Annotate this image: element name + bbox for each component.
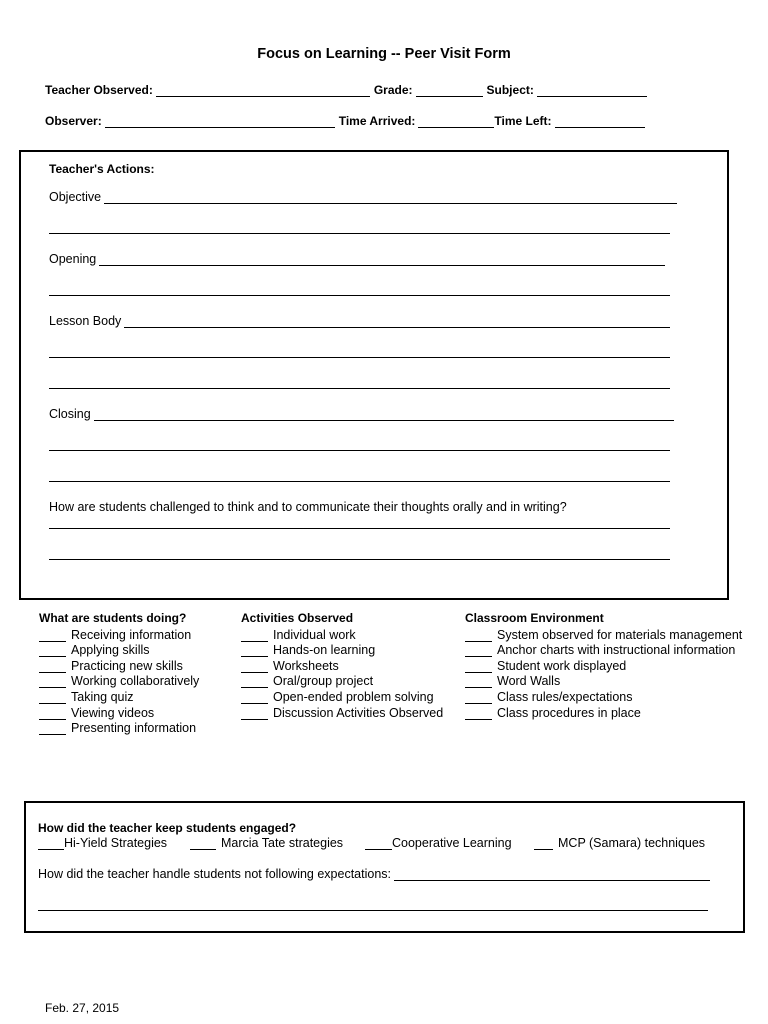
checkbox-blank[interactable]: [365, 839, 392, 850]
item-label: Taking quiz: [71, 689, 134, 704]
item-label: Class procedures in place: [497, 705, 641, 720]
challenge-line-1[interactable]: [49, 528, 670, 529]
item-label: Receiving information: [71, 627, 192, 642]
students-doing-heading: What are students doing?: [39, 611, 187, 625]
expectations-row: [38, 867, 710, 881]
expectations-question: How did the teacher handle students not following expectations:: [38, 867, 392, 881]
option-label: Hi-Yield Strategies: [64, 836, 168, 850]
list-item: [241, 657, 443, 673]
expectations-field[interactable]: [394, 869, 710, 881]
checkbox-blank[interactable]: [465, 662, 492, 673]
list-item: [465, 642, 742, 658]
list-item: [39, 642, 199, 658]
lesson-body-line-2[interactable]: [49, 357, 670, 358]
checkbox-blank[interactable]: [39, 646, 66, 657]
challenge-line-2[interactable]: [49, 559, 670, 560]
item-label: Discussion Activities Observed: [273, 705, 444, 720]
checkbox-blank[interactable]: [241, 662, 268, 673]
objective-label: Objective: [49, 190, 102, 204]
checkbox-blank[interactable]: [465, 693, 492, 704]
item-label: Word Walls: [497, 674, 561, 689]
checkbox-blank[interactable]: [38, 839, 64, 850]
item-label: Open-ended problem solving: [273, 689, 434, 704]
checkbox-blank[interactable]: [39, 724, 66, 735]
list-item: [241, 673, 443, 689]
closing-line-2[interactable]: [49, 450, 670, 451]
form-title: Focus on Learning -- Peer Visit Form: [257, 46, 511, 62]
checkbox-blank[interactable]: [39, 709, 66, 720]
list-item: [241, 704, 443, 720]
expectations-line-2[interactable]: [38, 910, 708, 911]
checkbox-blank[interactable]: [534, 839, 553, 850]
lesson-body-label: Lesson Body: [49, 314, 122, 328]
checkbox-blank[interactable]: [241, 709, 268, 720]
checkbox-blank[interactable]: [465, 677, 492, 688]
item-label: Worksheets: [273, 658, 339, 673]
opening-line-2[interactable]: [49, 295, 670, 296]
opening-field[interactable]: [99, 254, 665, 266]
engagement-question: How did the teacher keep students engaged?: [38, 821, 297, 835]
checkbox-blank[interactable]: [39, 693, 66, 704]
objective-row: [49, 190, 677, 204]
closing-row: [49, 407, 674, 421]
time-arrived-field[interactable]: [418, 116, 494, 128]
checkbox-blank[interactable]: [39, 662, 66, 673]
checkbox-blank[interactable]: [241, 677, 268, 688]
objective-field[interactable]: [104, 192, 677, 204]
item-label: System observed for materials management: [497, 627, 743, 642]
opening-row: [49, 252, 665, 266]
option-label: Marcia Tate strategies: [221, 836, 344, 850]
list-item: [241, 688, 443, 704]
subject-field[interactable]: [537, 85, 647, 97]
list-item: [39, 704, 199, 720]
checkbox-blank[interactable]: [465, 631, 492, 642]
item-label: Hands-on learning: [273, 643, 376, 658]
list-item: [39, 688, 199, 704]
option-label: Cooperative Learning: [392, 836, 512, 850]
checkbox-blank[interactable]: [465, 709, 492, 720]
challenge-question: How are students challenged to think and to communicate their thoughts orally and in writing?: [49, 500, 567, 514]
opening-label: Opening: [49, 252, 97, 266]
header-row-1: [45, 83, 651, 97]
item-label: Working collaboratively: [71, 674, 200, 689]
engagement-options: [365, 836, 512, 850]
engagement-options: [190, 836, 343, 850]
activities-heading: Activities Observed: [241, 611, 354, 625]
checkbox-blank[interactable]: [39, 677, 66, 688]
list-item: [465, 704, 742, 720]
students-doing-column: [39, 611, 199, 735]
item-label: Applying skills: [71, 643, 150, 658]
item-label: Class rules/expectations: [497, 689, 633, 704]
objective-line-2[interactable]: [49, 233, 670, 234]
list-item: [241, 626, 443, 642]
lesson-body-line-3[interactable]: [49, 388, 670, 389]
header-row-2: [45, 114, 649, 128]
checkbox-blank[interactable]: [241, 693, 268, 704]
checkbox-blank[interactable]: [465, 646, 492, 657]
subject-label: Subject:: [486, 83, 534, 97]
lesson-body-row: [49, 314, 670, 328]
list-item: [465, 688, 742, 704]
list-item: [39, 657, 199, 673]
environment-heading: Classroom Environment: [465, 611, 604, 625]
item-label: Student work displayed: [497, 658, 627, 673]
item-label: Oral/group project: [273, 674, 374, 689]
environment-column: [465, 611, 742, 720]
footer-date: Feb. 27, 2015: [45, 1001, 120, 1015]
item-label: Practicing new skills: [71, 658, 183, 673]
grade-field[interactable]: [416, 85, 483, 97]
list-item: [39, 720, 199, 736]
lesson-body-field[interactable]: [124, 316, 670, 328]
list-item: [465, 673, 742, 689]
activities-column: [241, 611, 443, 720]
item-label: Presenting information: [71, 721, 197, 736]
closing-label: Closing: [49, 407, 91, 421]
observer-field[interactable]: [105, 116, 335, 128]
option-label: MCP (Samara) techniques: [558, 836, 706, 850]
checkbox-blank[interactable]: [190, 839, 216, 850]
checkbox-blank[interactable]: [241, 631, 268, 642]
item-label: Anchor charts with instructional information: [497, 643, 736, 658]
time-arrived-label: Time Arrived:: [338, 114, 416, 128]
teacher-observed-label: Teacher Observed:: [45, 83, 153, 97]
time-left-label: Time Left:: [494, 114, 552, 128]
engagement-options: [38, 836, 167, 850]
item-label: Individual work: [273, 627, 356, 642]
list-item: [39, 626, 199, 642]
teacher-actions-heading: Teacher's Actions:: [49, 162, 155, 176]
teacher-observed-field[interactable]: [156, 85, 370, 97]
closing-line-3[interactable]: [49, 481, 670, 482]
time-left-field[interactable]: [555, 116, 645, 128]
grade-label: Grade:: [373, 83, 413, 97]
list-item: [241, 642, 443, 658]
checkbox-blank[interactable]: [241, 646, 268, 657]
engagement-options: [534, 836, 705, 850]
checkbox-blank[interactable]: [39, 631, 66, 642]
observer-label: Observer:: [45, 114, 102, 128]
list-item: [39, 673, 199, 689]
list-item: [465, 657, 742, 673]
closing-field[interactable]: [94, 409, 674, 421]
item-label: Viewing videos: [71, 705, 155, 720]
teacher-actions-box: [19, 150, 729, 600]
list-item: [465, 626, 742, 642]
